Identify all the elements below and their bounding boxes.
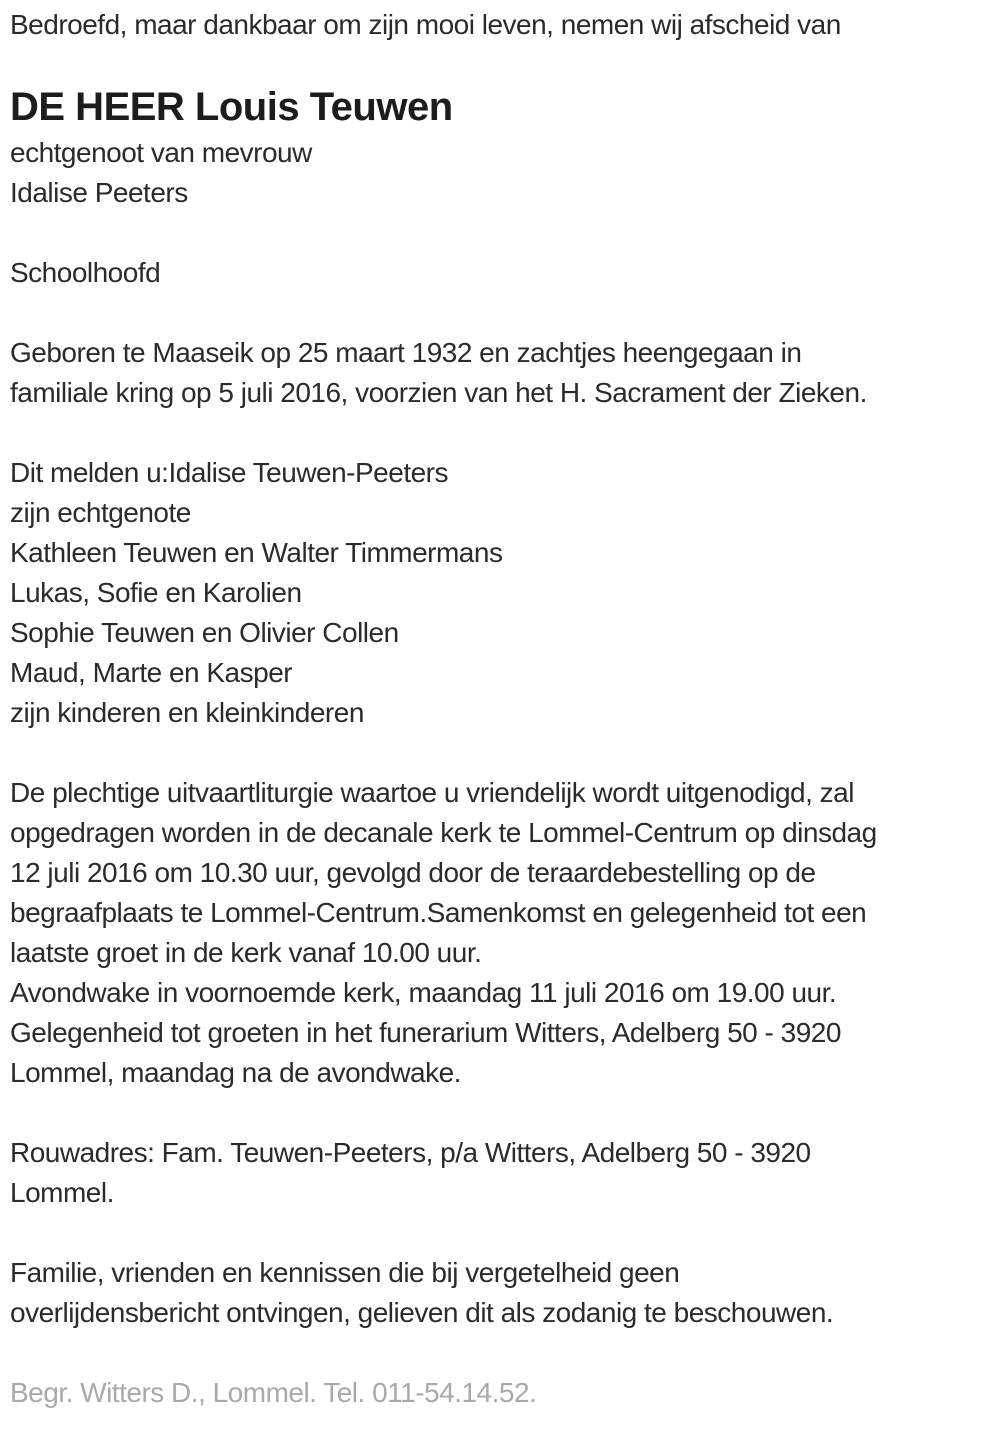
- spouse-lines: [10, 133, 990, 213]
- text-line: Kathleen Teuwen en Walter Timmermans: [10, 537, 503, 568]
- text-line: Geboren te Maaseik op 25 maart 1932 en zachtjes heengegaan in: [10, 337, 802, 368]
- text-line: De plechtige uitvaartliturgie waartoe u vriendelijk wordt uitgenodigd, zal: [10, 777, 854, 808]
- text-line: 12 juli 2016 om 10.30 uur, gevolgd door de teraardebestelling op de: [10, 857, 816, 888]
- text-line: echtgenoot van mevrouw: [10, 137, 312, 168]
- text-line: familiale kring op 5 juli 2016, voorzien van het H. Sacrament der Zieken.: [10, 377, 867, 408]
- text-line: opgedragen worden in de decanale kerk te Lommel-Centrum op dinsdag: [10, 817, 877, 848]
- text-line: Rouwadres: Fam. Teuwen-Peeters, p/a Witters, Adelberg 50 - 3920: [10, 1137, 811, 1168]
- text-line: overlijdensbericht ontvingen, gelieven dit als zodanig te beschouwen.: [10, 1297, 834, 1328]
- text-line: Idalise Peeters: [10, 177, 188, 208]
- death-notice: [10, 5, 990, 1413]
- text-line: zijn echtgenote: [10, 497, 191, 528]
- mourning-address-paragraph: [10, 1133, 990, 1213]
- text-line: laatste groet in de kerk vanaf 10.00 uur.: [10, 937, 482, 968]
- intro-line: Bedroefd, maar dankbaar om zijn mooi leven, nemen wij afscheid van: [10, 9, 841, 40]
- undertaker-footer: Begr. Witters D., Lommel. Tel. 011-54.14.52.: [10, 1377, 537, 1408]
- text-line: Lommel, maandag na de avondwake.: [10, 1057, 461, 1088]
- text-line: Familie, vrienden en kennissen die bij vergetelheid geen: [10, 1257, 680, 1288]
- text-line: Maud, Marte en Kasper: [10, 657, 293, 688]
- late-notification-paragraph: [10, 1253, 990, 1333]
- text-line: Sophie Teuwen en Olivier Collen: [10, 617, 399, 648]
- text-line: begraafplaats te Lommel-Centrum.Samenkomst en gelegenheid tot een: [10, 897, 867, 928]
- text-line: zijn kinderen en kleinkinderen: [10, 697, 364, 728]
- text-line: Lommel.: [10, 1177, 114, 1208]
- family-announcement-paragraph: [10, 453, 990, 733]
- funeral-service-paragraph: [10, 773, 990, 1093]
- text-line: Avondwake in voornoemde kerk, maandag 11 juli 2016 om 19.00 uur.: [10, 977, 837, 1008]
- profession-line: Schoolhoofd: [10, 257, 161, 288]
- text-line: Dit melden u:Idalise Teuwen-Peeters: [10, 457, 449, 488]
- text-line: Gelegenheid tot groeten in het funerarium Witters, Adelberg 50 - 3920: [10, 1017, 841, 1048]
- text-line: Lukas, Sofie en Karolien: [10, 577, 302, 608]
- life-dates-paragraph: [10, 333, 990, 413]
- deceased-name: DE HEER Louis Teuwen: [10, 85, 453, 129]
